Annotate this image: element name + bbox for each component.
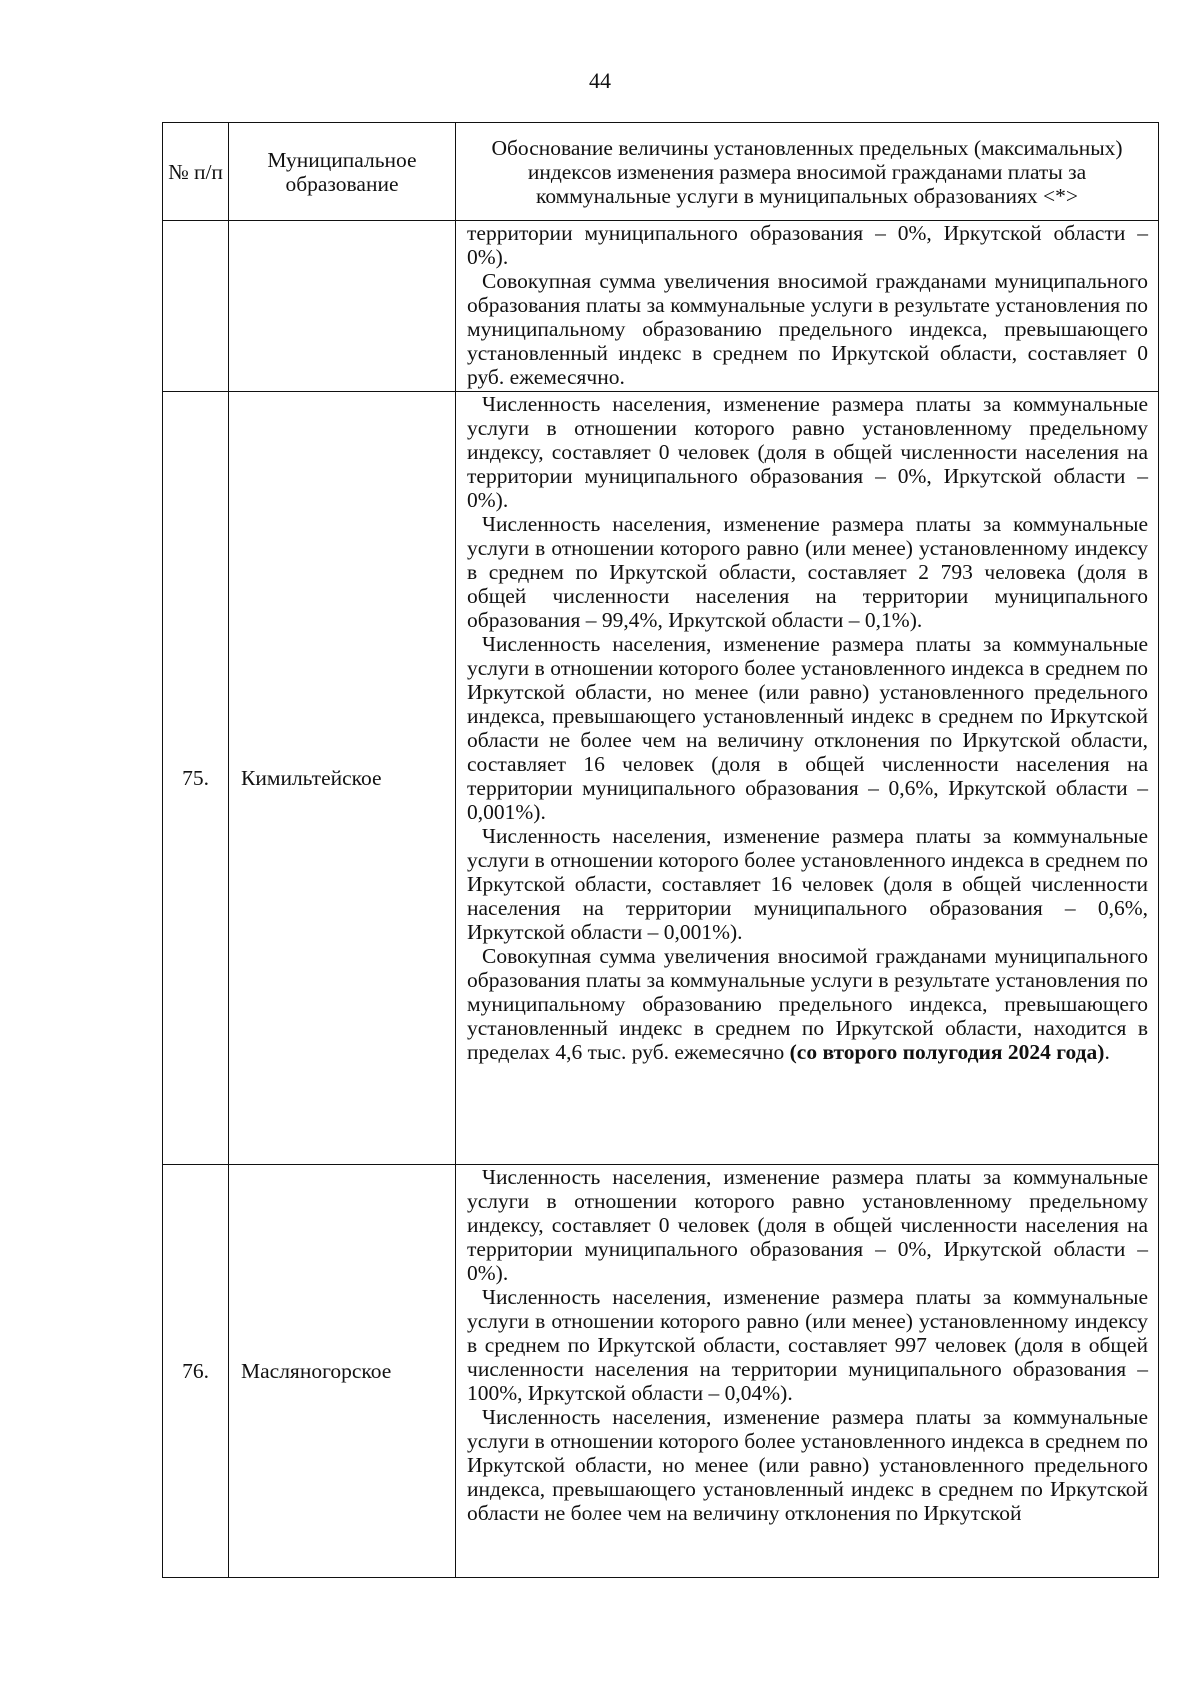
paragraph-text: Совокупная сумма увеличения вносимой гражданами муниципального образования платы за коммунальные услуги в результате установления по муниципальному образованию предельного индекса, превышающего установленный индекс в среднем по Иркутской области, находится в пределах 4,6 тыс. руб. ежемесячно	[467, 944, 1148, 1064]
paragraph: Численность населения, изменение размера платы за коммунальные услуги в отношении которого более установленного индекса в среднем по Иркутской области, но менее (или равно) установленного предельного индекса, превышающего установленный индекс в среднем по Иркутской области не более чем на величину отклонения по Иркутской области, составляет 16 человек (доля в общей численности населения на территории муниципального образования – 0,6%, Иркутской области – 0,001%).	[467, 632, 1148, 824]
paragraph: Численность населения, изменение размера платы за коммунальные услуги в отношении которого более установленного индекса в среднем по Иркутской области, но менее (или равно) установленного предельного индекса, превышающего установленный индекс в среднем по Иркутской области не более чем на величину отклонения по Иркутской	[467, 1405, 1148, 1525]
municipality-name: Масляногорское	[229, 1165, 456, 1578]
paragraph-bold-text: (со второго полугодия 2024 года)	[789, 1040, 1105, 1064]
paragraph: Численность населения, изменение размера платы за коммунальные услуги в отношении которого равно (или менее) установленному индексу в среднем по Иркутской области, составляет 997 человек (доля в общей численности населения на территории муниципального образования – 100%, Иркутской области – 0,04%).	[467, 1285, 1148, 1405]
paragraph: Численность населения, изменение размера платы за коммунальные услуги в отношении которого равно установленному предельному индексу, составляет 0 человек (доля в общей численности населения на территории муниципального образования – 0%, Иркутской области – 0%).	[467, 392, 1148, 512]
justification-text	[456, 221, 1159, 392]
municipality-name	[229, 221, 456, 392]
paragraph: Численность населения, изменение размера платы за коммунальные услуги в отношении которого более установленного индекса в среднем по Иркутской области, составляет 16 человек (доля в общей численности населения на территории муниципального образования – 0,6%, Иркутской области – 0,001%).	[467, 824, 1148, 944]
paragraph: Совокупная сумма увеличения вносимой гражданами муниципального образования платы за коммунальные услуги в результате установления по муниципальному образованию предельного индекса, превышающего установленный индекс в среднем по Иркутской области, составляет 0 руб. ежемесячно.	[467, 269, 1148, 389]
paragraph: территории муниципального образования – 0%, Иркутской области – 0%).	[467, 221, 1148, 269]
table-header-row	[163, 123, 1159, 221]
paragraph: Численность населения, изменение размера платы за коммунальные услуги в отношении которого равно установленному предельному индексу, составляет 0 человек (доля в общей численности населения на территории муниципального образования – 0%, Иркутской области – 0%).	[467, 1165, 1148, 1285]
paragraph: Численность населения, изменение размера платы за коммунальные услуги в отношении которого равно (или менее) установленному индексу в среднем по Иркутской области, составляет 2 793 человека (доля в общей численности населения на территории муниципального образования – 99,4%, Иркутской области – 0,1%).	[467, 512, 1148, 632]
header-number: № п/п	[163, 123, 229, 221]
justification-table	[162, 122, 1159, 1578]
table-row	[163, 392, 1159, 1165]
page-number: 44	[589, 68, 611, 93]
table-row	[163, 221, 1159, 392]
row-number: 75.	[163, 392, 229, 1165]
justification-text	[456, 1165, 1159, 1578]
table-row	[163, 1165, 1159, 1578]
paragraph-end: .	[1104, 1040, 1110, 1064]
row-number: 76.	[163, 1165, 229, 1578]
municipality-name: Кимильтейское	[229, 392, 456, 1165]
row-number	[163, 221, 229, 392]
header-justification: Обоснование величины установленных предельных (максимальных) индексов изменения размера вносимой гражданами платы за коммунальные услуги в муниципальных образованиях <*>	[456, 123, 1159, 221]
justification-text	[456, 392, 1159, 1165]
paragraph	[467, 944, 1148, 1064]
header-municipality: Муниципальное образование	[229, 123, 456, 221]
